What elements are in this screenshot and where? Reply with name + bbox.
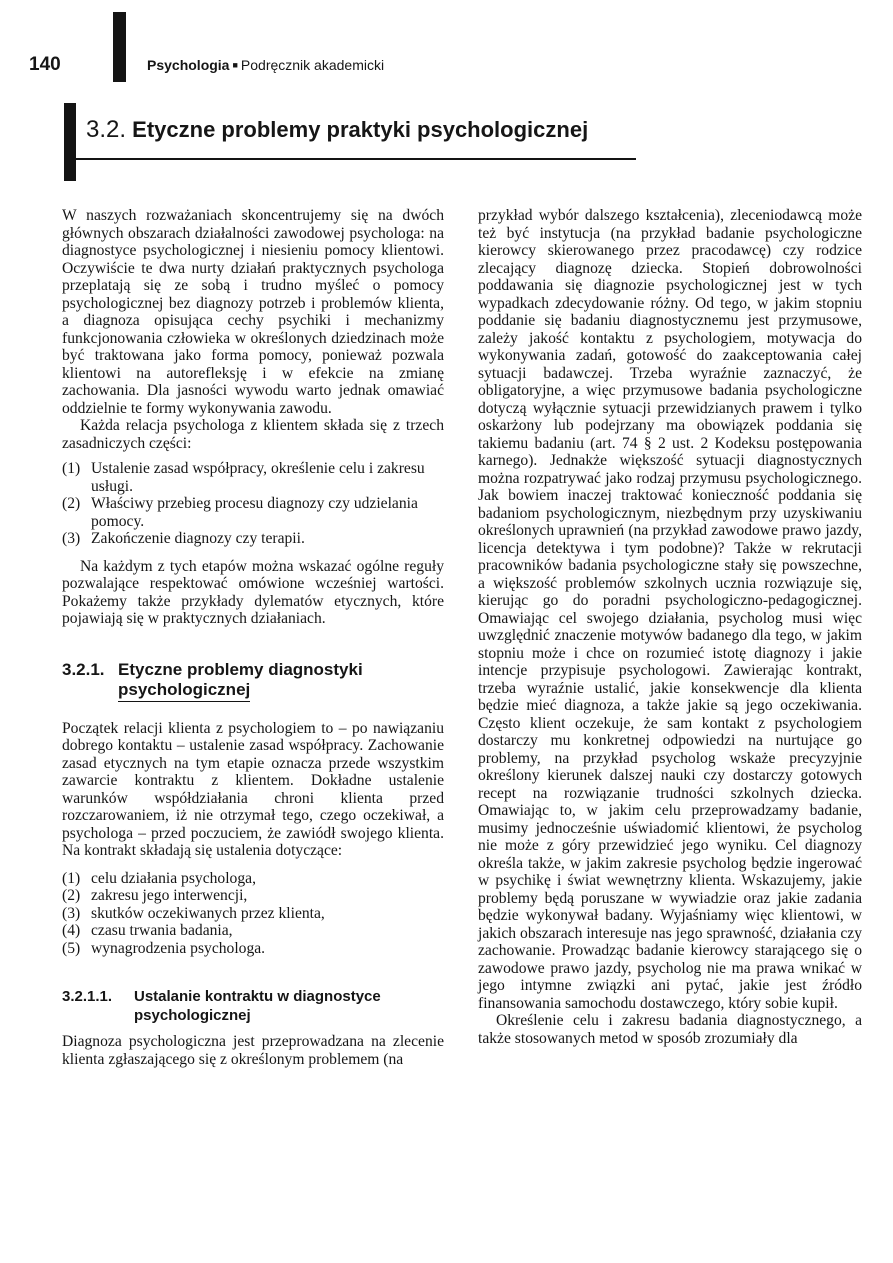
paragraph: Każda relacja psychologa z klientem składa się z trzech zasadniczych części: [62,417,444,452]
list-item: (2) Właściwy przebieg procesu diagnozy czy udzielania pomocy. [62,495,418,530]
list-item: (2) zakresu jego interwencji, [62,887,248,904]
paragraph: przykład wybór dalszego kształcenia), zleceniodawcą może też być instytucja (na przykład badanie psychologiczne kierowcy skierowanego przez pracodawcę) czy rodzice zlecający diagnozę dziecka. Stopień dobrowolności poddawania się diagnozie psychologicznej jest w tych wypadkach zdecydowanie różny. Od tego, w jakim stopniu poddanie się badaniu diagnostycznemu jest przymusowe, zależy jakość kontaktu z psychologiem, motywacja do wykonywania zadań, gotowość do zaakceptowania całej sytuacji badawczej. Trzeba wyraźnie zaznaczyć, że obligatoryjne, a więc przymusowe badania psychologiczne dotyczą wyłącznie sytuacji przewidzianych prawem i tylko oskarżony lub podejrzany ma obowiązek poddania się takiemu badaniu (art. 74 § 2 ust. 2 Kodeksu postępowania karnego). Jednakże większość sytuacji diagnostycznych można rozpatrywać jako rodzaj przymusu psychologicznego. Jak bowiem inaczej traktować konieczność poddania się badaniom psychologicznym, niezbędnym przy uzyskiwaniu określonych uprawnień (na przykład zawodowe prawo jazdy, licencja detektywa i tym podobne)? Także w rekrutacji pracowników badania psychologiczne stały się powszechne, a większość problemów szkolnych ucznia rozwiązuje się, kierując go do poradni psychologiczno-pedagogicznej. Omawiając cel swojego działania, psycholog musi więc uwzględnić znaczenie motywów badanego dla tego, w jakim stopniu może i chce on rozumieć istotę diagnozy i jakie intencje przypisuje psychologowi. Zawierając kontrakt, trzeba wyraźnie ustalić, jakie konsekwencje dla klienta będzie mieć diagnoza, a także jakie są jego oczekiwania. Często klient oczekuje, że sam kontakt z psychologiem dostarczy mu konkretnej odpowiedzi na nurtujące go problemy, na przykład psycholog wskaże precyzyjnie określony kierunek dalszej nauki czy dostarczy gotowych recept na rozwiązanie trudności szkolnych dziecka. Omawiając to, w jakim celu przeprowadzamy badanie, musimy jednocześnie uświadomić klientowi, że psycholog nie może z góry przewidzieć jego wyniku. Cel diagnozy określa także, w jakim zakresie psycholog będzie ingerować w psychikę i świat wewnętrzny klienta. Wskazujemy, jakie problemy będą poruszane w wywiadzie oraz jakie zadania będzie wykonywał badany. Wyjaśniamy więc klientowi, w jakich obszarach interesuje nas jego sprawność, działania czy zachowanie. Prowadząc badanie kierowcy starającego się o zawodowe prawo jazdy, psycholog nie ma prawa wnikać w jego intymne związki ani pytać, jakie jest źródło finansowania samochodu dostawczego, który sobie kupił. [478,207,862,1012]
subsubsection-heading [62,987,444,1025]
header-bar-decoration [113,12,126,82]
subsection-title-line2: psychologicznej [118,680,250,702]
running-header [0,0,893,100]
list-item: (1) celu działania psychologa, [62,869,256,887]
stages-list [62,460,444,548]
page-number: 140 [29,54,61,75]
subsection-heading [62,660,444,702]
list-item: (1) Ustalenie zasad współpracy, określenie celu i zakresu usługi. [62,460,425,495]
book-title: Psychologia [147,57,230,73]
section-rule [64,158,636,160]
subsection-number: 3.2.1. [62,659,105,679]
paragraph: Diagnoza psychologiczna jest przeprowadzana na zlecenie klienta zgłaszającego się z określonym problemem (na [62,1033,444,1068]
section-title: Etyczne problemy praktyki psychologicznej [132,117,589,142]
list-item: (3) skutków oczekiwanych przez klienta, [62,904,325,922]
list-item: (3) Zakończenie diagnozy czy terapii. [62,530,305,547]
paragraph: Określenie celu i zakresu badania diagnostycznego, a także stosowanych metod w sposób zrozumiały dla [478,1012,862,1047]
running-head [147,56,384,76]
list-item: (5) wynagrodzenia psychologa. [62,939,266,957]
list-item: (4) czasu trwania badania, [62,922,233,939]
section-number: 3.2. [86,116,127,143]
right-column [478,207,862,1047]
subsubsection-number: 3.2.1.1. [62,988,113,1005]
subsubsection-title: Ustalanie kontraktu w diagnostyce psychologicznej [134,988,381,1024]
left-column [62,207,444,1068]
contract-list [62,870,444,958]
paragraph: Początek relacji klienta z psychologiem to – po nawiązaniu dobrego kontaktu – ustalenie zasad współpracy. Zachowanie zasad etycznych na tym etapie oznacza przede wszystkim zawarcie kontraktu z klientem. Dokładne ustalenie warunków współdziałania chroni klienta przed rozczarowaniem, iż nie otrzymał tego, czego oczekiwał, a psychologa – przed poczuciem, że zawiódł swojego klienta. Na kontrakt składają się ustalenia dotyczące: [62,719,444,859]
subsection-title-line1: Etyczne problemy diagnostyki [118,659,363,679]
section-heading [86,116,588,144]
paragraph: W naszych rozważaniach skoncentrujemy się na dwóch głównych obszarach działalności zawodowej psychologa: na diagnostyce psychologicznej i niesieniu pomocy klientowi. Oczywiście te dwa nurty działań praktycznych psychologa przeplatają się ze sobą i trudno myśleć o pomocy psychologicznej bez diagnozy potrzeb i problemów klienta, a diagnoza opisująca cechy psychiki i mechanizmy funkcjonowania człowieka w określonych dziedzinach może być traktowana jako forma pomocy, ponieważ pozwala klientowi na autorefleksję i w efekcie na zmianę zachowania. Dla jasności wywodu warto jednak omawiać oddzielnie te formy wykonywania zawodu. [62,207,444,417]
paragraph: Na każdym z tych etapów można wskazać ogólne reguły pozwalające respektować omówione wcześniej wartości. Pokażemy także przykłady dylematów etycznych, które pojawiają się w praktycznych działaniach. [62,557,444,627]
section-bar-decoration [64,103,76,181]
book-subtitle: Podręcznik akademicki [240,57,385,73]
square-bullet-icon: ■ [232,60,238,70]
